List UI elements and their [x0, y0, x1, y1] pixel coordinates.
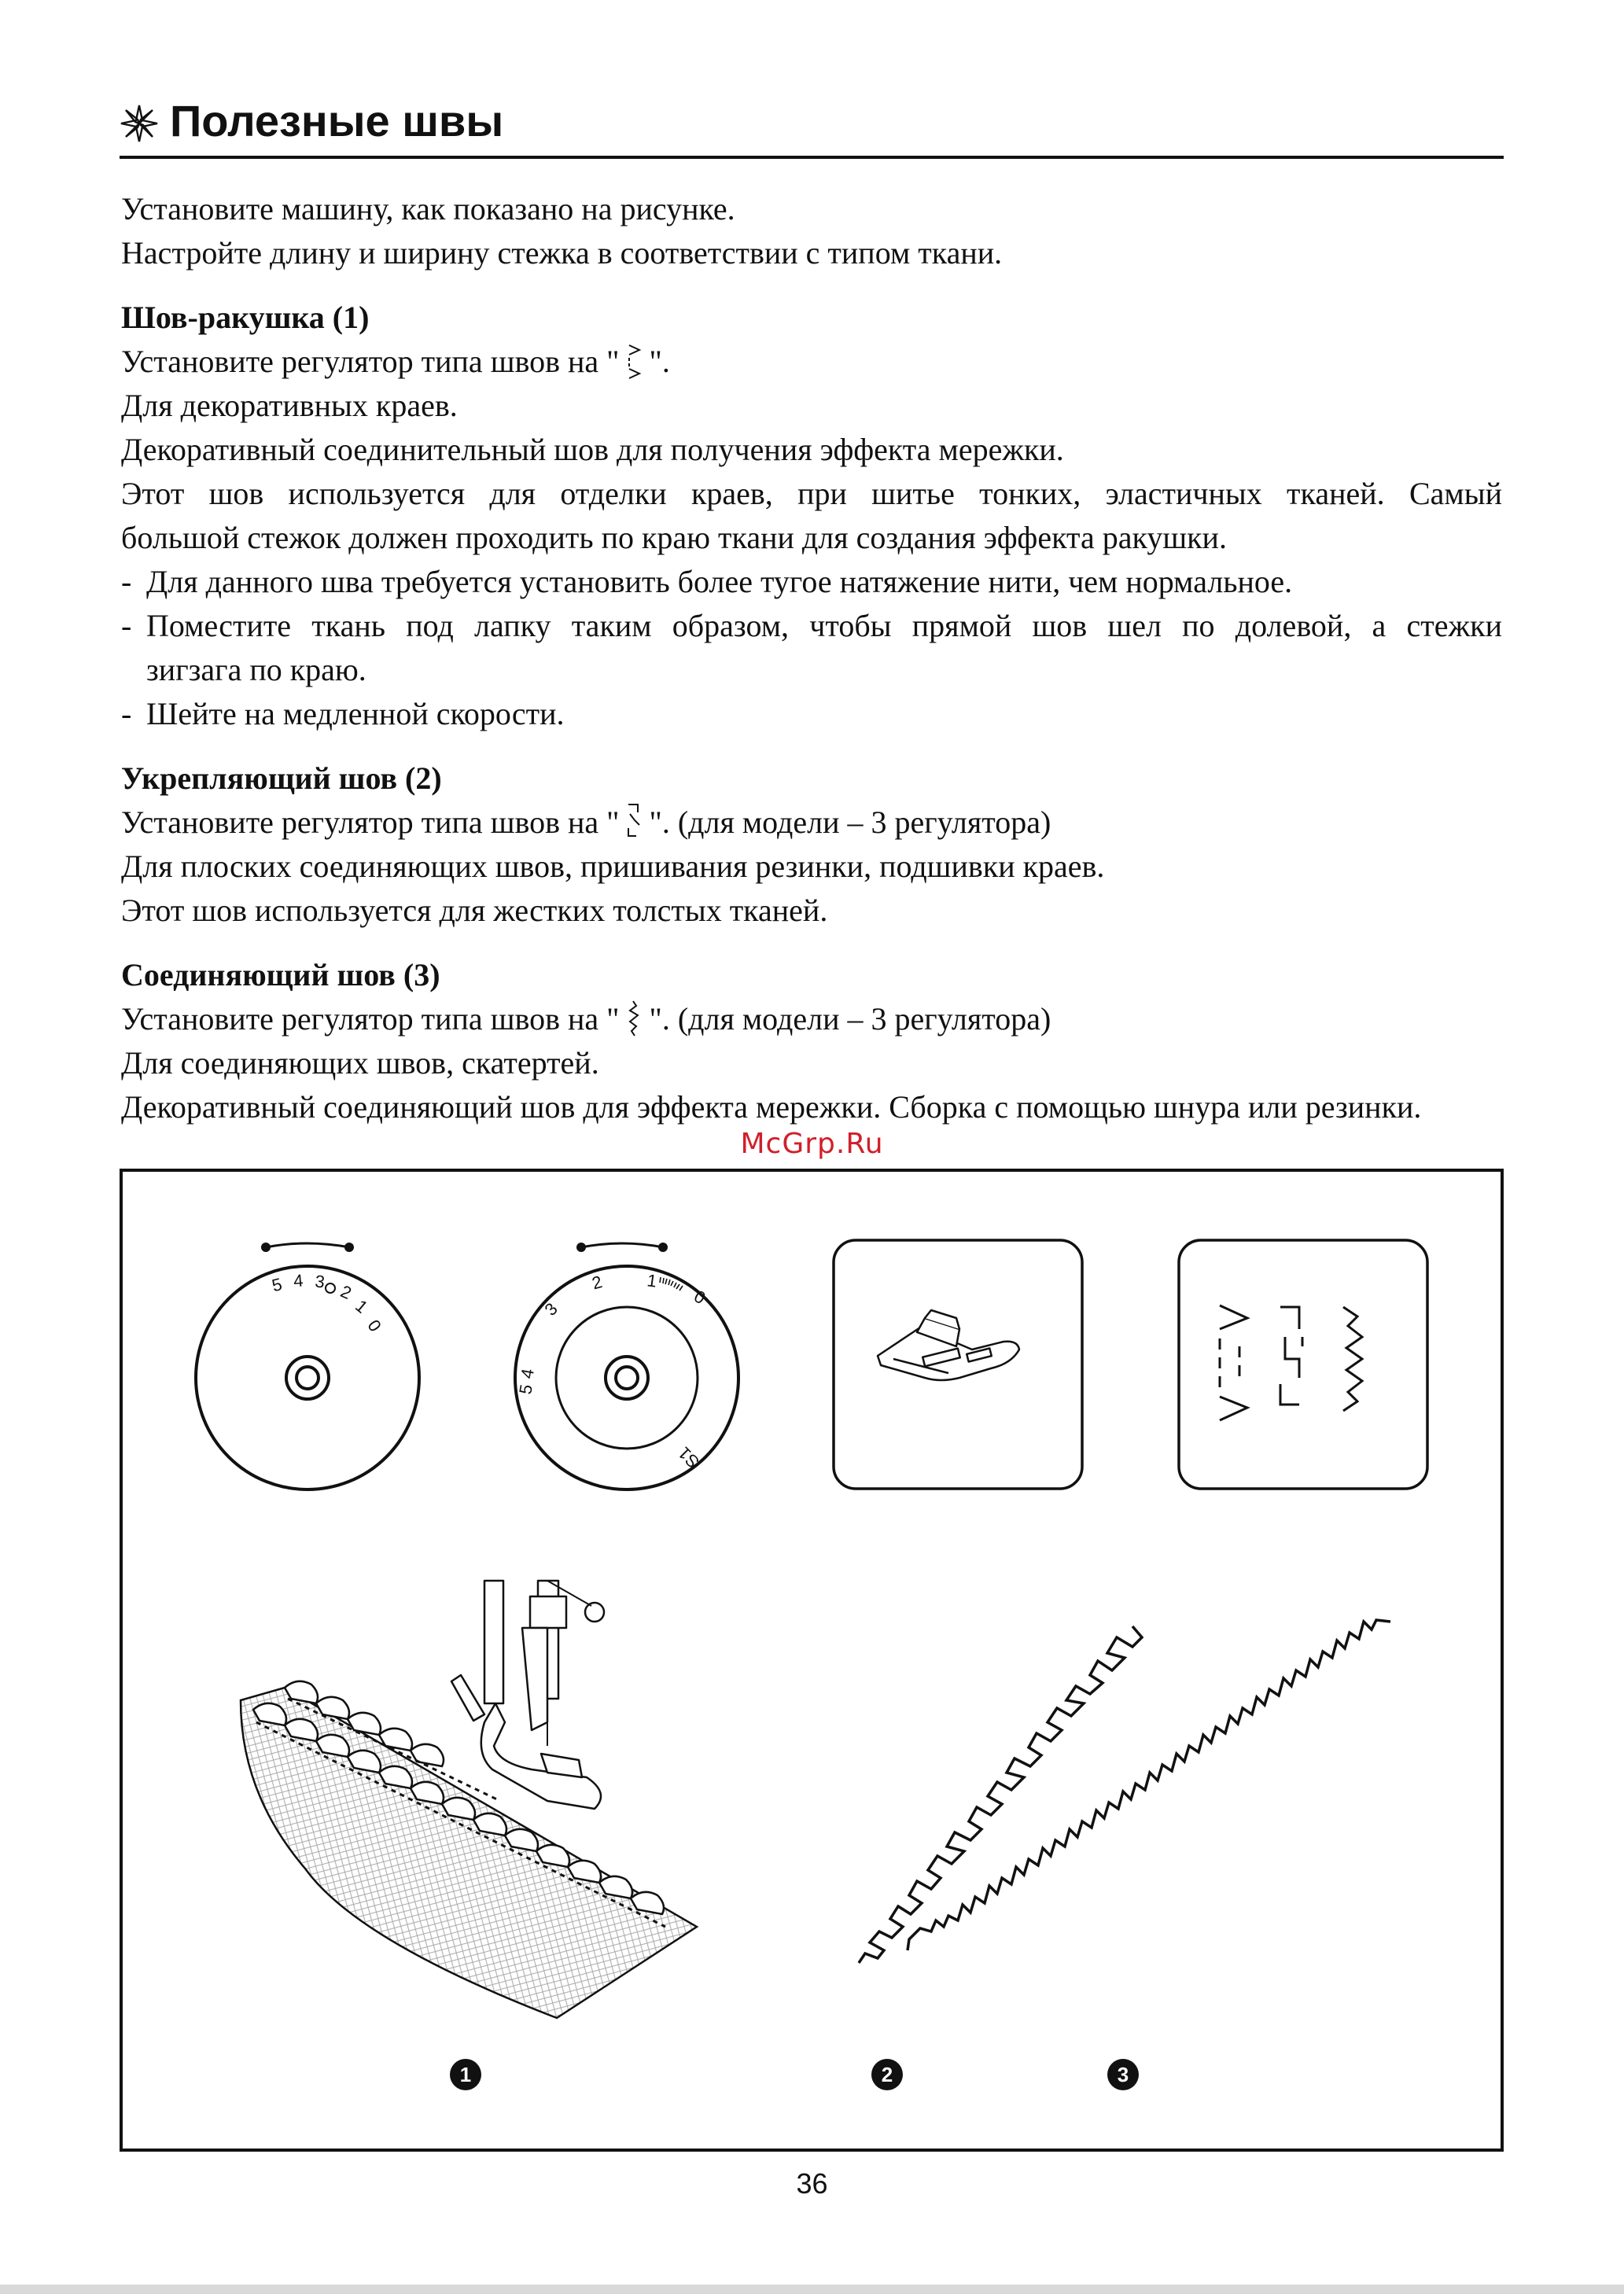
svg-text:1: 1 — [459, 2063, 472, 2086]
marker-3 — [1107, 2059, 1139, 2090]
section-heading: Укрепляющий шов (2) — [121, 760, 442, 796]
reinforced-stitch-icon — [622, 801, 646, 841]
dial-label: 0 — [363, 1316, 385, 1335]
dial-label: 2 — [337, 1281, 355, 1304]
section-heading: Соединяющий шов (3) — [121, 957, 440, 992]
presser-foot-box — [834, 1240, 1082, 1489]
section-line: Этот шов используется для жестких толстых тканей. — [121, 893, 828, 928]
dial-label: 3 — [540, 1298, 562, 1320]
marker-2 — [871, 2059, 903, 2090]
section-setting: Установите регулятор типа швов на " ". — [121, 340, 1502, 384]
list-item: - Для данного шва требуется установить более тугое натяжение нити, чем нормальное. — [121, 564, 1293, 599]
dial-label: 0 — [690, 1286, 709, 1309]
section-line: Декоративный соединительный шов для получения эффекта мережки. — [121, 432, 1064, 467]
list-item: - Шейте на медленной скорости. — [121, 696, 565, 731]
page-title: Полезные швы — [170, 96, 504, 145]
dial-label: 4 — [293, 1270, 304, 1291]
joining-stitch-line — [908, 1620, 1390, 1950]
list-item: - Поместите ткань под лапку таким образом, чтобы прямой шов шел по долевой, а стежки зигзага по краю. — [121, 608, 1502, 687]
svg-text:3: 3 — [1117, 2063, 1129, 2086]
reinforced-stitch-line — [859, 1626, 1142, 1963]
dial-label: 3 — [314, 1271, 326, 1292]
dial-label: 1 — [646, 1270, 658, 1291]
section-line: Декоративный соединяющий шов для эффекта мережки. Сборка с помощью шнура или резинки. — [121, 1089, 1422, 1125]
section-line: Для плоских соединяющих швов, пришивания резинки, подшивки краев. — [121, 849, 1105, 884]
dial-label: 2 — [589, 1272, 605, 1294]
stitch-length-dial[interactable] — [196, 1243, 419, 1489]
section-paragraph: Этот шов используется для отделки краев, при шитье тонких, эластичных тканей. Самый — [121, 476, 1502, 511]
illustration-frame — [120, 1169, 1504, 2152]
star-icon — [120, 104, 159, 143]
page-number: 36 — [796, 2167, 828, 2200]
section-setting: Установите регулятор типа швов на " ". (для модели – 3 регулятора) — [121, 997, 1502, 1041]
watermark: McGrp.Ru — [740, 1128, 884, 1160]
stitch-width-dial[interactable] — [515, 1243, 738, 1489]
dial-label: 5 — [515, 1383, 536, 1396]
section-setting: Установите регулятор типа швов на " ". (для модели – 3 регулятора) — [121, 801, 1502, 845]
dial-label: S1 — [674, 1442, 704, 1472]
dial-label: 4 — [517, 1367, 538, 1380]
joining-stitch-icon — [622, 998, 646, 1037]
shell-stitch-icon — [622, 341, 646, 380]
section-line: Для соединяющих швов, скатертей. — [121, 1045, 599, 1081]
shell-stitch-illustration — [241, 1581, 697, 2018]
marker-1 — [450, 2059, 481, 2090]
page-header — [120, 93, 1504, 159]
section-line: Для декоративных краев. — [121, 388, 458, 423]
dial-label: 1 — [352, 1295, 372, 1317]
intro-line: Настройте длину и ширину стежка в соответствии с типом ткани. — [121, 235, 1003, 271]
intro-line: Установите машину, как показано на рисунке. — [121, 191, 735, 226]
stitch-patterns-box — [1179, 1240, 1427, 1489]
section-paragraph: большой стежок должен проходить по краю ткани для создания эффекта ракушки. — [121, 520, 1227, 555]
bottom-band — [0, 2285, 1624, 2294]
illustration — [123, 1172, 1501, 2149]
svg-text:2: 2 — [881, 2063, 893, 2086]
body-text — [121, 187, 1502, 1129]
dial-label: 5 — [270, 1274, 285, 1296]
section-heading: Шов-ракушка (1) — [121, 300, 370, 335]
